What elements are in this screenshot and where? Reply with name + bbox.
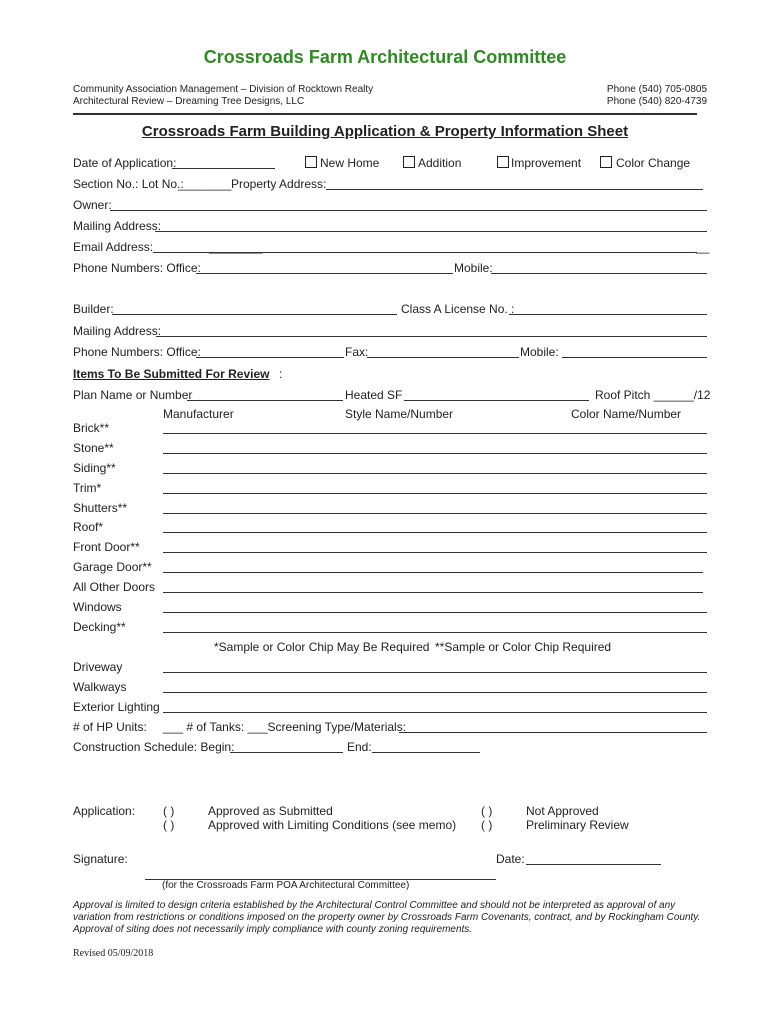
- owner-phone-office-field[interactable]: [196, 273, 453, 274]
- email-blank: ________: [209, 240, 263, 254]
- builder-mobile-label: Mobile:: [520, 345, 559, 359]
- approved-with-conditions-label: Approved with Limiting Conditions (see memo): [208, 818, 457, 832]
- site-row-label: Driveway: [73, 660, 123, 674]
- date-of-application-field[interactable]: [172, 168, 275, 169]
- signature-caption: (for the Crossroads Farm POA Architectural Committee): [162, 880, 410, 891]
- material-row-label: Shutters**: [73, 501, 128, 515]
- improvement-checkbox[interactable]: [497, 156, 509, 168]
- header-phone-2: Phone (540) 820-4739: [606, 96, 707, 107]
- material-row-field[interactable]: [163, 473, 707, 474]
- schedule-begin-field[interactable]: [230, 752, 343, 753]
- revised-date: Revised 05/09/2018: [73, 948, 154, 959]
- addition-label: Addition: [418, 156, 462, 170]
- improvement-label: Improvement: [511, 156, 582, 170]
- heated-sf-field[interactable]: [404, 400, 589, 401]
- owner-label: Owner:: [73, 198, 112, 212]
- date-of-application-label: Date of Application:: [73, 156, 177, 170]
- header-management-line: Community Association Management – Division of Rocktown Realty: [73, 84, 374, 95]
- column-color: Color Name/Number: [571, 407, 682, 421]
- material-row-field[interactable]: [163, 433, 707, 434]
- material-row-label: Roof*: [73, 520, 104, 534]
- owner-phone-office-label: Phone Numbers: Office:: [73, 261, 201, 275]
- screening-field[interactable]: [399, 732, 707, 733]
- approved-as-submitted-label: Approved as Submitted: [208, 804, 333, 818]
- header-divider: [73, 113, 697, 115]
- material-row-field[interactable]: [163, 493, 707, 494]
- signature-date-label: Date:: [496, 852, 525, 866]
- schedule-begin-label: Construction Schedule: Begin:: [73, 740, 235, 754]
- lot-number-blank[interactable]: ________: [178, 177, 232, 191]
- email-address-label: Email Address:: [73, 240, 154, 254]
- tanks-screening-label: ___ # of Tanks: ___Screening Type/Materials:: [163, 720, 407, 734]
- material-row-label: Brick**: [73, 421, 110, 435]
- section-lot-label: Section No.: Lot No.:: [73, 177, 184, 191]
- disclaimer-line: variation from restrictions or conditions imposed on the property owner by Crossroads Farm Covenants, contract, and by Rockingham County.: [73, 912, 701, 923]
- site-row-field[interactable]: [163, 672, 707, 673]
- material-row-field[interactable]: [163, 612, 707, 613]
- approved-as-submitted-option[interactable]: ( ): [163, 804, 175, 818]
- builder-mobile-field[interactable]: [562, 357, 707, 358]
- builder-phone-office-label: Phone Numbers: Office:: [73, 345, 201, 359]
- builder-fax-label: Fax:: [345, 345, 369, 359]
- preliminary-review-label: Preliminary Review: [526, 818, 629, 832]
- color-change-checkbox[interactable]: [600, 156, 612, 168]
- header-review-line: Architectural Review – Dreaming Tree Designs, LLC: [73, 96, 305, 107]
- schedule-end-field[interactable]: [372, 752, 480, 753]
- owner-phone-mobile-label: Mobile:: [454, 261, 493, 275]
- items-heading-colon: :: [279, 367, 283, 381]
- builder-mailing-address-label: Mailing Address:: [73, 324, 162, 338]
- sample-may-be-required-note: *Sample or Color Chip May Be Required: [214, 640, 430, 654]
- material-row-field[interactable]: [163, 632, 707, 633]
- sample-required-note: **Sample or Color Chip Required: [435, 640, 612, 654]
- material-row-field[interactable]: [163, 552, 707, 553]
- approved-with-conditions-option[interactable]: ( ): [163, 818, 175, 832]
- form-title: Crossroads Farm Building Application & Property Information Sheet: [141, 123, 629, 140]
- builder-phone-office-field[interactable]: [196, 357, 344, 358]
- material-row-field[interactable]: [163, 453, 707, 454]
- not-approved-option[interactable]: ( ): [481, 804, 493, 818]
- signature-date-field[interactable]: [526, 864, 661, 865]
- builder-fax-field[interactable]: [367, 357, 519, 358]
- builder-field[interactable]: [112, 314, 397, 315]
- heated-sf-label: Heated SF: [345, 388, 403, 402]
- site-row-field[interactable]: [163, 692, 707, 693]
- material-row-label: Siding**: [73, 461, 116, 475]
- roof-pitch-label: Roof Pitch ______/12: [595, 388, 711, 402]
- signature-label: Signature:: [73, 852, 128, 866]
- disclaimer-line: Approval of siting does not necessarily imply compliance with county zoning requirements.: [73, 924, 473, 935]
- owner-mailing-address-field[interactable]: [155, 231, 707, 232]
- new-home-label: New Home: [320, 156, 380, 170]
- material-row-label: Stone**: [73, 441, 114, 455]
- items-heading: Items To Be Submitted For Review: [73, 367, 270, 381]
- material-row-field[interactable]: [163, 572, 703, 573]
- site-row-label: Walkways: [73, 680, 127, 694]
- material-row-label: Garage Door**: [73, 560, 152, 574]
- disclaimer-line: Approval is limited to design criteria established by the Architectural Control Committee and should not be interpreted as approval of any: [73, 900, 676, 911]
- column-manufacturer: Manufacturer: [163, 407, 234, 421]
- material-row-label: Decking**: [73, 620, 126, 634]
- site-row-field[interactable]: [163, 712, 707, 713]
- material-row-label: All Other Doors: [73, 580, 156, 594]
- owner-phone-mobile-field[interactable]: [491, 273, 707, 274]
- material-row-field[interactable]: [163, 592, 703, 593]
- header-phone-1: Phone (540) 705-0805: [606, 84, 707, 95]
- new-home-checkbox[interactable]: [305, 156, 317, 168]
- plan-name-field[interactable]: [187, 400, 343, 401]
- owner-field[interactable]: [110, 210, 707, 211]
- property-address-label: Property Address:: [231, 177, 327, 191]
- column-style: Style Name/Number: [345, 407, 454, 421]
- plan-name-label: Plan Name or Number: [73, 388, 193, 402]
- material-row-label: Front Door**: [73, 540, 140, 554]
- license-field[interactable]: [509, 314, 707, 315]
- builder-mailing-address-field[interactable]: [156, 336, 707, 337]
- builder-label: Builder:: [73, 302, 114, 316]
- material-row-field[interactable]: [163, 513, 707, 514]
- material-row-field[interactable]: [163, 532, 707, 533]
- application-decision-label: Application:: [73, 804, 136, 818]
- email-address-field[interactable]: [153, 252, 697, 253]
- schedule-end-label: End:: [347, 740, 372, 754]
- not-approved-label: Not Approved: [526, 804, 599, 818]
- material-row-label: Trim*: [73, 481, 102, 495]
- license-label: Class A License No. :: [401, 302, 515, 316]
- property-address-field[interactable]: [326, 189, 703, 190]
- email-tail: __: [696, 240, 710, 254]
- color-change-label: Color Change: [616, 156, 691, 170]
- preliminary-review-option[interactable]: ( ): [481, 818, 493, 832]
- material-row-label: Windows: [73, 600, 122, 614]
- site-row-label: Exterior Lighting: [73, 700, 160, 714]
- committee-title: Crossroads Farm Architectural Committee: [203, 47, 567, 67]
- hp-units-label: # of HP Units:: [73, 720, 147, 734]
- addition-checkbox[interactable]: [403, 156, 415, 168]
- owner-mailing-address-label: Mailing Address:: [73, 219, 162, 233]
